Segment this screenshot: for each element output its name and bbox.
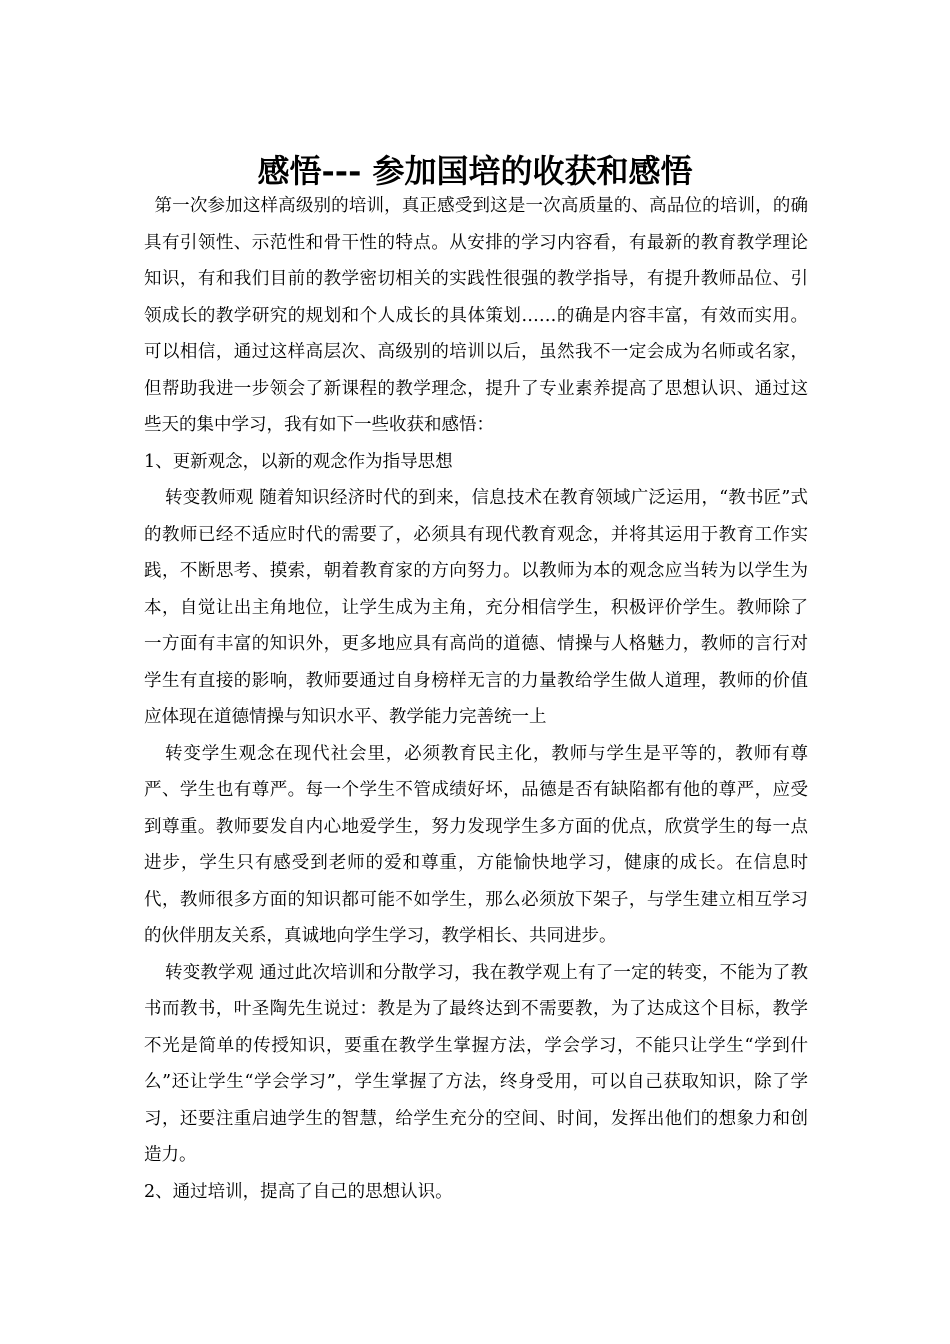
section-heading-1: 1、更新观念，以新的观念作为指导思想 <box>144 451 453 472</box>
intro-paragraph: 第一次参加这样高级别的培训，真正感受到这是一次高质量的、高品位的培训，的确具有引领性、示范性和骨干性的特点。从安排的学习内容看，有最新的教育教学理论知识，有和我们目前的教学密切相关的实践性很强的教学指导，有提升教师品位、引领成长的教学研究的规划和个人成长的具体策划……的确是内容丰富，有效而实用。可以相信，通过这样高层次、高级别的培训以后，虽然我不一定会成为名师或名家，但帮助我进一步领会了新课程的教学理念，提升了专业素养提高了思想认识、通过这些天的集中学习，我有如下一些收获和感悟： <box>144 196 808 435</box>
document-title: 感悟--- 参加国培的收获和感悟 <box>257 152 693 191</box>
teaching-view-paragraph: 转变教学观 通过此次培训和分散学习，我在教学观上有了一定的转变，不能为了教书而教书，叶圣陶先生说过：教是为了最终达到不需要教，为了达成这个目标，教学不光是简单的传授知识，要重在教学生掌握方法，学会学习，不能只让学生“学到什么”还让学生“学会学习”，学生掌握了方法，终身受用，可以自己获取知识，除了学习，还要注重启迪学生的智慧，给学生充分的空间、时间，发挥出他们的想象力和创造力。 <box>144 962 808 1165</box>
student-view-paragraph: 转变学生观念在现代社会里，必须教育民主化，教师与学生是平等的，教师有尊严、学生也有尊严。每一个学生不管成绩好坏，品德是否有缺陷都有他的尊严，应受到尊重。教师要发自内心地爱学生，努力发现学生多方面的优点，欣赏学生的每一点进步，学生只有感受到老师的爱和尊重，方能愉快地学习，健康的成长。在信息时代，教师很多方面的知识都可能不如学生，那么必须放下架子，与学生建立相互学习的伙伴朋友关系，真诚地向学生学习，教学相长、共同进步。 <box>144 743 808 946</box>
document-body <box>144 188 808 1210</box>
teacher-view-paragraph: 转变教师观 随着知识经济时代的到来，信息技术在教育领域广泛运用，“教书匠”式的教师已经不适应时代的需要了，必须具有现代教育观念，并将其运用于教育工作实践，不断思考、摸索，朝着教育家的方向努力。以教师为本的观念应当转为以学生为本，自觉让出主角地位，让学生成为主角，充分相信学生，积极评价学生。教师除了一方面有丰富的知识外，更多地应具有高尚的道德、情操与人格魅力，教师的言行对学生有直接的影响，教师要通过自身榜样无言的力量教给学生做人道理，教师的价值应体现在道德情操与知识水平、教学能力完善统一上 <box>144 488 808 727</box>
section-heading-2: 2、通过培训，提高了自己的思想认识。 <box>144 1181 453 1202</box>
